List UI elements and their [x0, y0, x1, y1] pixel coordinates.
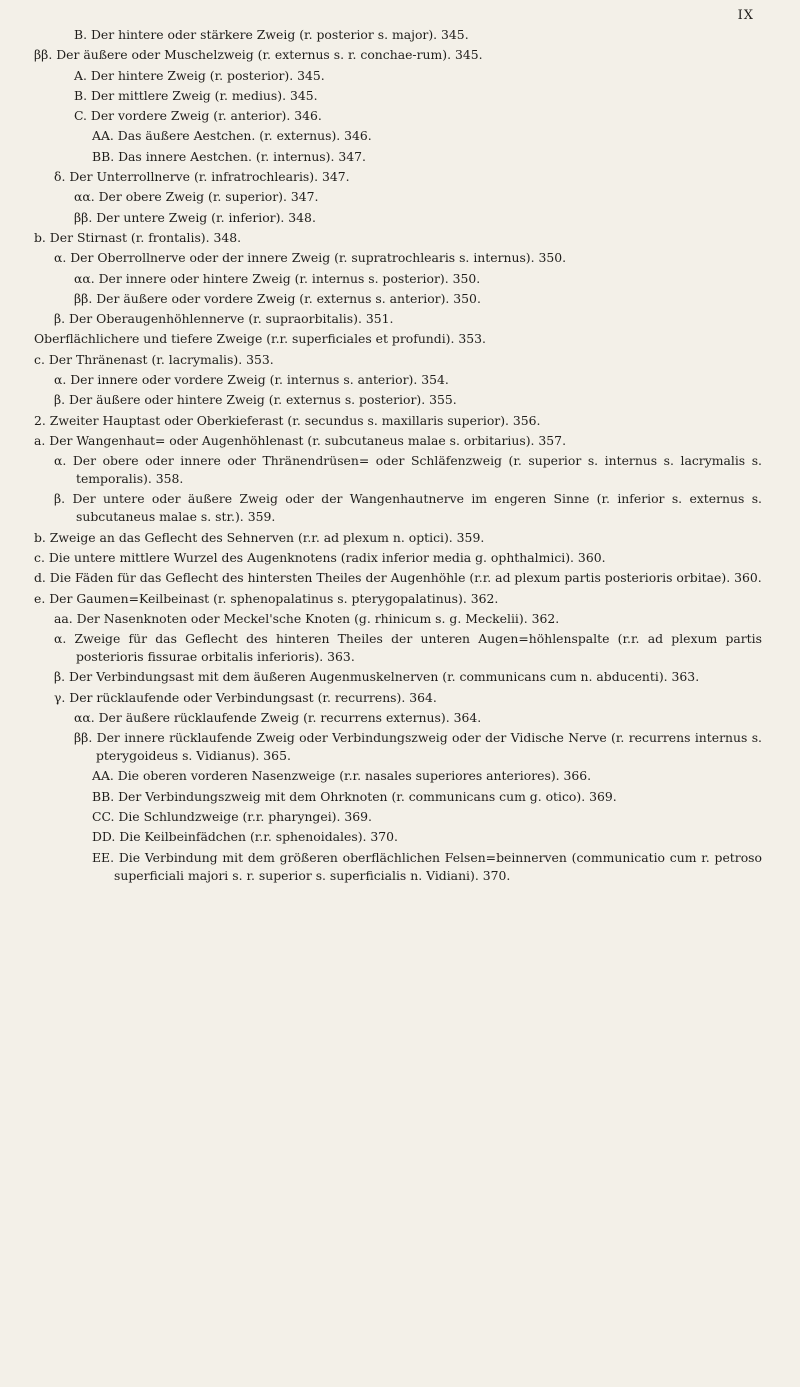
index-entry: AA. Die oberen vorderen Nasenzweige (r.r. nasales superiores anteriores). 366. — [92, 768, 592, 784]
index-entry: β. Der äußere oder hintere Zweig (r. externus s. posterior). 355. — [54, 392, 457, 408]
index-entry: d. Die Fäden für das Geflecht des hintersten Theiles der Augenhöhle (r.r. ad plexum partis posterioris orbitae). 360. — [34, 570, 762, 586]
index-entry: EE. Die Verbindung mit dem größeren oberflächlichen Felsen=beinnerven (communicatio cum r. petroso superficiali majori s. r. superior s. superficialis n. Vidiani). 370. — [92, 849, 762, 883]
index-entry: αα. Der äußere rücklaufende Zweig (r. recurrens externus). 364. — [74, 709, 482, 725]
index-entry: α. Der Oberrollnerve oder der innere Zweig (r. supratrochlearis s. internus). 350. — [54, 250, 567, 266]
index-entry: c. Die untere mittlere Wurzel des Augenknotens (radix inferior media g. ophthalmici). 360. — [34, 549, 606, 565]
index-entry: αα. Der innere oder hintere Zweig (r. internus s. posterior). 350. — [74, 270, 481, 286]
index-entry: ββ. Der innere rücklaufende Zweig oder Verbindungszweig oder der Vidische Nerve (r. recurrens internus s. pterygoideus s. Vidianus). 365. — [74, 730, 762, 764]
index-entry: A. Der hintere Zweig (r. posterior). 345. — [74, 67, 325, 83]
index-entry: b. Zweige an das Geflecht des Sehnerven (r.r. ad plexum n. optici). 359. — [34, 529, 485, 545]
index-entry: c. Der Thränenast (r. lacrymalis). 353. — [34, 351, 274, 367]
index-entry: aa. Der Nasenknoten oder Meckel'sche Knoten (g. rhinicum s. g. Meckelii). 362. — [54, 610, 560, 626]
index-entry: BB. Das innere Aestchen. (r. internus). 347. — [92, 148, 366, 164]
index-entry: 2. Zweiter Hauptast oder Oberkieferast (r. secundus s. maxillaris superior). 356. — [34, 412, 541, 428]
index-entry: DD. Die Keilbeinfädchen (r.r. sphenoidales). 370. — [92, 829, 398, 845]
index-entry: AA. Das äußere Aestchen. (r. externus). 346. — [92, 128, 372, 144]
index-entry: ββ. Der untere Zweig (r. inferior). 348. — [74, 209, 316, 225]
index-entry: ββ. Der äußere oder vordere Zweig (r. externus s. anterior). 350. — [74, 290, 481, 306]
index-entry: α. Der innere oder vordere Zweig (r. internus s. anterior). 354. — [54, 372, 449, 388]
index-entry: δ. Der Unterrollnerve (r. infratrochlearis). 347. — [54, 169, 350, 185]
index-entry: B. Der hintere oder stärkere Zweig (r. posterior s. major). 345. — [74, 27, 469, 42]
index-entry: BB. Der Verbindungszweig mit dem Ohrknoten (r. communicans cum g. otico). 369. — [92, 788, 617, 804]
index-entries — [34, 26, 762, 887]
index-entry: CC. Die Schlundzweige (r.r. pharyngei). 369. — [92, 809, 372, 825]
index-entry: β. Der Verbindungsast mit dem äußeren Augenmuskelnerven (r. communicans cum n. abducenti). 363. — [54, 669, 700, 685]
index-entry: ββ. Der äußere oder Muschelzweig (r. externus s. r. conchae-rum). 345. — [34, 47, 483, 63]
index-entry: Oberflächlichere und tiefere Zweige (r.r. superficiales et profundi). 353. — [34, 331, 486, 347]
index-entry: B. Der mittlere Zweig (r. medius). 345. — [74, 87, 318, 103]
index-entry: γ. Der rücklaufende oder Verbindungsast (r. recurrens). 364. — [54, 689, 437, 705]
index-entry: a. Der Wangenhaut= oder Augenhöhlenast (r. subcutaneus malae s. orbitarius). 357. — [34, 432, 567, 448]
index-entry: α. Zweige für das Geflecht des hinteren Theiles der unteren Augen=höhlenspalte (r.r. ad plexum partis posterioris fissurae orbitalis inferioris). 363. — [54, 631, 762, 665]
page-number: IX — [737, 8, 754, 23]
index-entry: b. Der Stirnast (r. frontalis). 348. — [34, 229, 242, 245]
index-entry: C. Der vordere Zweig (r. anterior). 346. — [74, 108, 322, 124]
index-entry: αα. Der obere Zweig (r. superior). 347. — [74, 189, 319, 205]
index-entry: β. Der untere oder äußere Zweig oder der Wangenhautnerve im engeren Sinne (r. inferior s. externus s. subcutaneus malae s. str.). 359. — [54, 491, 762, 525]
index-entry: α. Der obere oder innere oder Thränendrüsen= oder Schläfenzweig (r. superior s. internus s. lacrymalis s. temporalis). 358. — [54, 453, 762, 487]
index-entry: e. Der Gaumen=Keilbeinast (r. sphenopalatinus s. pterygopalatinus). 362. — [34, 590, 499, 606]
index-entry: β. Der Oberaugenhöhlennerve (r. supraorbitalis). 351. — [54, 311, 394, 327]
